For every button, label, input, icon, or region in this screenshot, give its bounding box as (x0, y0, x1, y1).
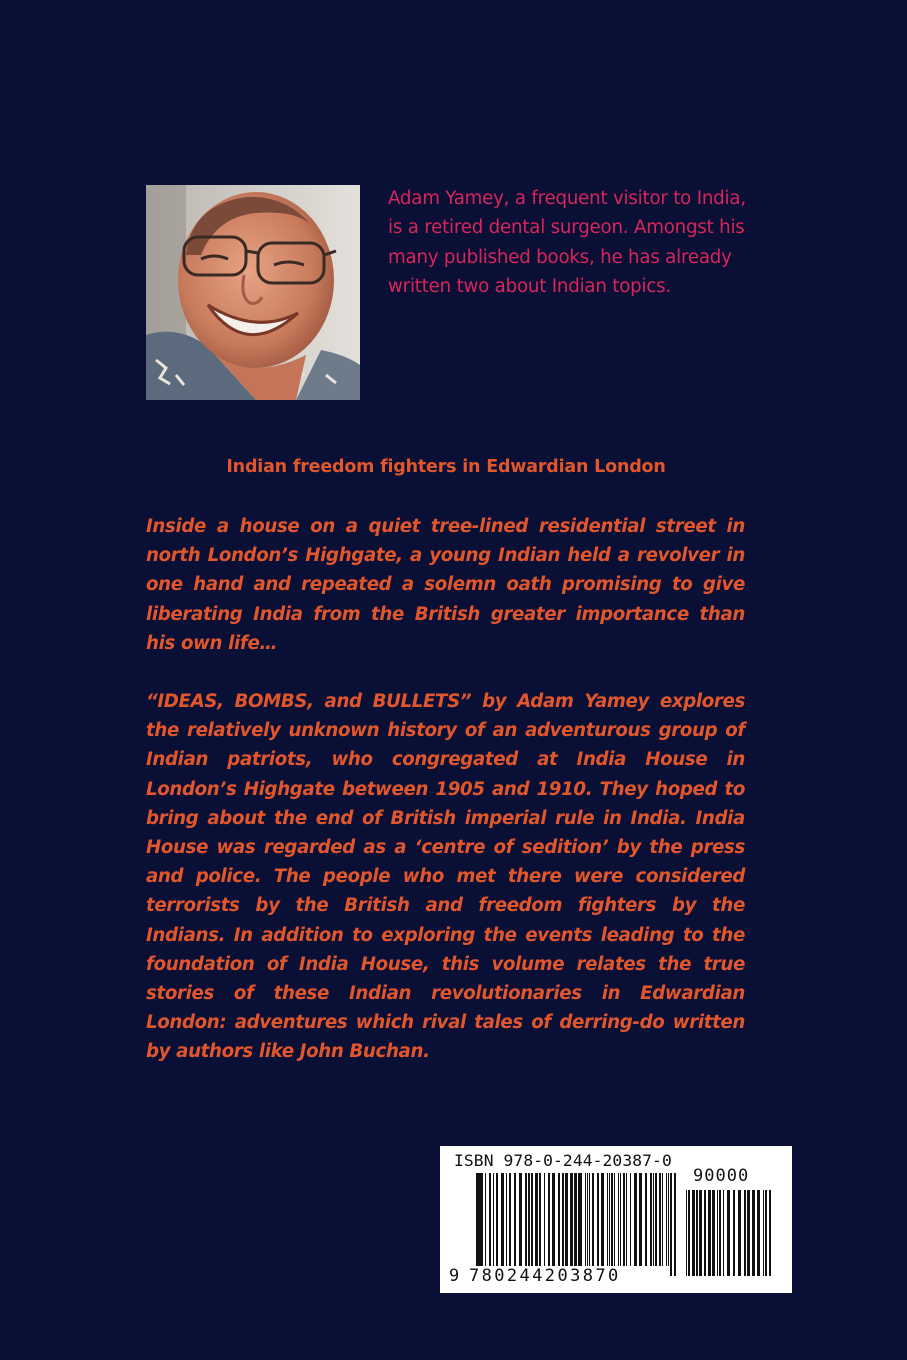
barcode-guard-bar (578, 1173, 580, 1276)
barcode-bar (528, 1173, 530, 1266)
author-photo (146, 185, 360, 400)
barcode-addon-bar (699, 1190, 702, 1276)
barcode-bar (525, 1173, 527, 1266)
barcode-bar (585, 1173, 586, 1266)
barcode-bar (562, 1173, 564, 1266)
barcode-addon-bar (738, 1190, 741, 1276)
price-code: 90000 (693, 1166, 750, 1186)
isbn-barcode (440, 1146, 792, 1293)
blurb-intro: Inside a house on a quiet tree-lined residential street in north London’s Highgate, a young Indian held a revolver in one hand and repeated a solemn oath promising to give liberating India from the British greater importance than his own life… (146, 516, 745, 654)
barcode-addon-bar (752, 1190, 755, 1276)
barcode-addon-bar (712, 1190, 715, 1276)
barcode-bar (592, 1173, 594, 1266)
barcode-bar (607, 1173, 608, 1266)
barcode-bar (634, 1173, 637, 1266)
barcode-bar (509, 1173, 511, 1266)
barcode-addon-bar (686, 1190, 687, 1276)
barcode-guard-bar (674, 1173, 676, 1276)
barcode-bar (519, 1173, 522, 1266)
barcode-bar (544, 1173, 545, 1266)
barcode-addon-bar (769, 1190, 771, 1276)
barcode-bar (662, 1173, 663, 1266)
barcode-addon-bar (727, 1190, 730, 1276)
barcode-addon-bar (747, 1190, 750, 1276)
barcode-guard-bar (670, 1173, 672, 1276)
barcode-addon-bar (723, 1190, 724, 1276)
barcode-addon-bar (717, 1190, 718, 1276)
barcode-addon-bar (708, 1190, 711, 1276)
barcode-bar (482, 1173, 483, 1266)
barcode-bar (630, 1173, 631, 1266)
barcode-bar (489, 1173, 491, 1266)
barcode-addon-bar (719, 1190, 721, 1276)
barcode-bar (611, 1173, 613, 1266)
barcode-bar (570, 1173, 573, 1266)
blurb-heading: Indian freedom fighters in Edwardian London (226, 457, 666, 477)
barcode-guard-bar (480, 1173, 482, 1276)
barcode-bar (552, 1173, 555, 1266)
barcode-addon-bar (757, 1190, 760, 1276)
barcode-bar (478, 1173, 480, 1266)
barcode-addon-bar (704, 1190, 706, 1276)
barcode-bar (539, 1173, 541, 1266)
barcode-bar (639, 1173, 642, 1266)
barcode-bar (589, 1173, 590, 1266)
barcode-bar (506, 1173, 507, 1266)
barcode-addon-bar (733, 1190, 735, 1276)
barcode-addon-bar (763, 1190, 764, 1276)
barcode-bar (601, 1173, 604, 1266)
barcode-bar (620, 1173, 621, 1266)
barcode-bar (485, 1173, 486, 1266)
barcode-bar (659, 1173, 661, 1266)
barcode-bar (501, 1173, 504, 1266)
ean-digits: 780244203870 (469, 1266, 621, 1286)
barcode-bar (623, 1173, 625, 1266)
barcode-bar (548, 1173, 550, 1266)
barcode-guard-bar (574, 1173, 576, 1276)
barcode-addon-bar (692, 1190, 695, 1276)
barcode-bar (609, 1173, 610, 1266)
barcode-bar (614, 1173, 615, 1266)
barcode-addon-bar (696, 1190, 698, 1276)
barcode-bar (565, 1173, 568, 1266)
barcode-bar (618, 1173, 619, 1266)
barcode-bar (496, 1173, 498, 1266)
barcode-bar (668, 1173, 669, 1266)
barcode-bar (645, 1173, 647, 1266)
barcode-bar (493, 1173, 494, 1266)
barcode-bar (531, 1173, 533, 1266)
blurb-main: “IDEAS, BOMBS, and BULLETS” by Adam Yamey explores the relatively unknown history of an adventurous group of Indian patriots, who congregated at India House in London’s Highgate between 1905 and 1910. They hoped to bring about the end of British imperial rule in India. India House was regarded as a ‘centre of sedition’ by the press and police. The people who met there were considered terrorists by the British and freedom fighters by the Indians. In addition to exploring the events leading to the foundation of India House, this volume relates the true stories of these Indian revolutionaries in Edwardian London: adventures which rival tales of derring-do written by authors like John Buchan. (146, 691, 745, 1063)
barcode-bar (650, 1173, 652, 1266)
barcode-bar (626, 1173, 627, 1266)
barcode-bar (558, 1173, 560, 1266)
barcode-bar (666, 1173, 667, 1266)
barcode-addon-bar (688, 1190, 690, 1276)
barcode-bar (655, 1173, 657, 1266)
author-bio: Adam Yamey, a frequent visitor to India, is a retired dental surgeon. Amongst his many published books, he has already written two about Indian topics. (388, 188, 746, 298)
barcode-bar (535, 1173, 538, 1266)
barcode-guard-bar (476, 1173, 478, 1276)
ean-first-digit: 9 (449, 1266, 460, 1286)
barcode-bar (580, 1173, 582, 1266)
barcode-bar (514, 1173, 516, 1266)
barcode-bar (597, 1173, 599, 1266)
isbn-label: ISBN 978-0-244-20387-0 (454, 1151, 672, 1170)
barcode-addon-bar (765, 1190, 767, 1276)
barcode-bar (653, 1173, 654, 1266)
barcode-bar (587, 1173, 588, 1266)
barcode-addon-bar (744, 1190, 746, 1276)
